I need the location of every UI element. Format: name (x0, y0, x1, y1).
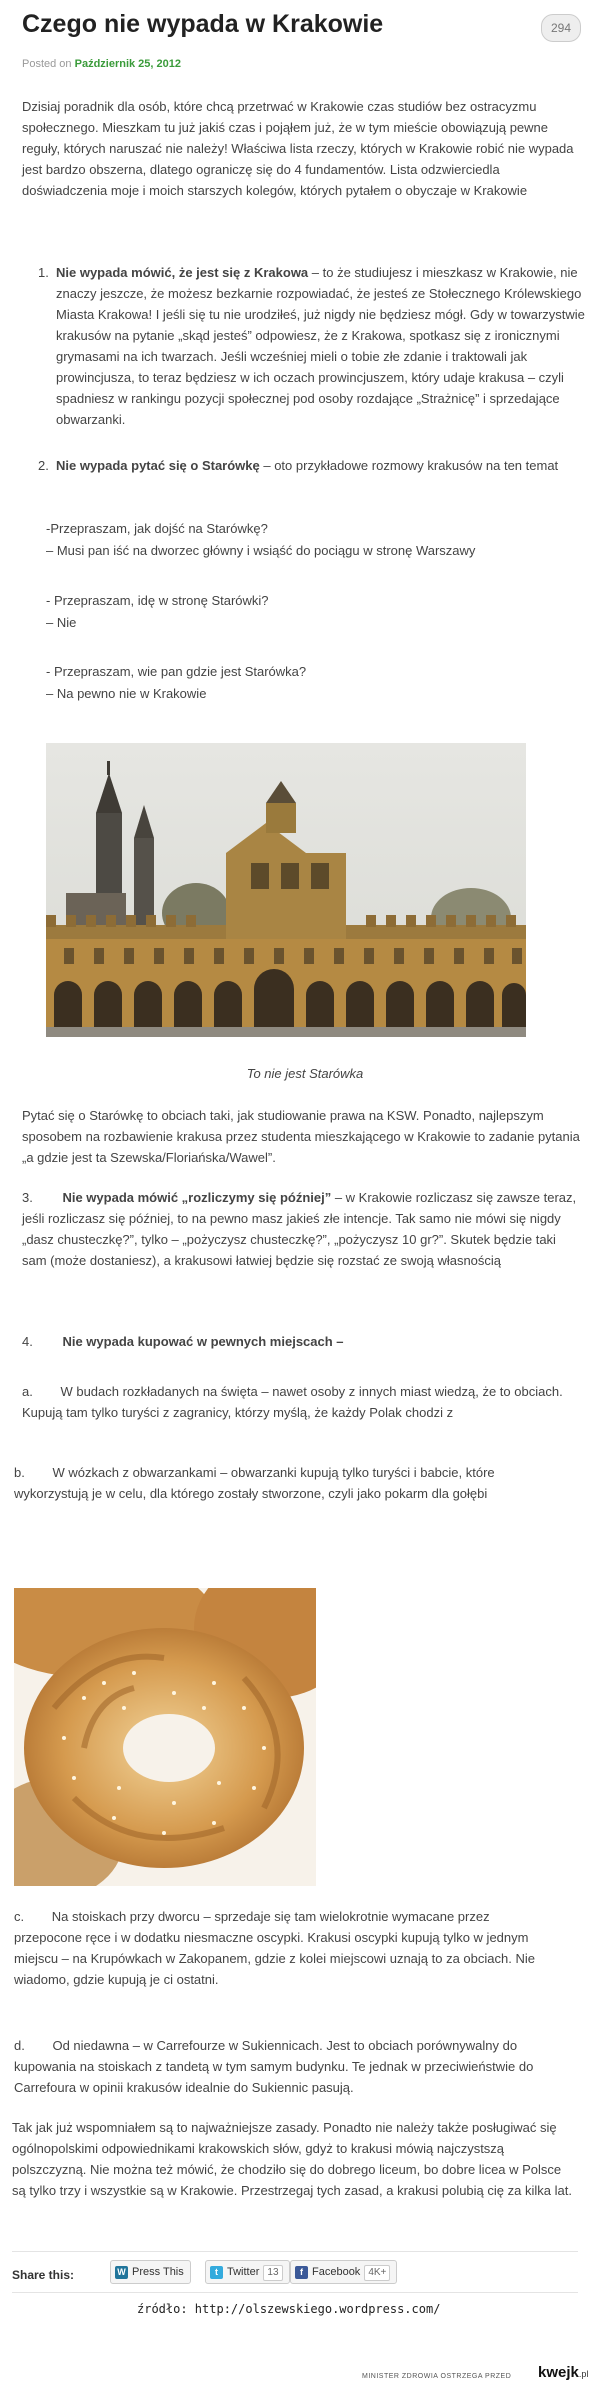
facebook-label: Facebook (312, 2266, 361, 2278)
twitter-share-button[interactable] (205, 2260, 290, 2284)
post-meta (22, 58, 181, 70)
source-link[interactable]: źródło: http://olszewskiego.wordpress.com/ (137, 2302, 441, 2316)
list-item-heading: Nie wypada kupować w pewnych miejscach – (62, 1334, 344, 1349)
dialog-line: -Przepraszam, jak dojść na Starówkę? (46, 521, 268, 536)
facebook-share-button[interactable] (290, 2260, 397, 2284)
sub-item-letter: b. (14, 1465, 25, 1480)
sub-item-letter: d. (14, 2038, 25, 2053)
image-caption: To nie jest Starówka (246, 1066, 364, 1081)
sub-item (14, 1462, 534, 1504)
list-item-text: – w Krakowie rozliczasz się zawsze teraz, jeśli rozliczasz się później, to na pewno masz jakieś złe intencje. Tak samo nie mówi się nigdy „dasz chusteczkę?”, tylko – „pożyczysz chusteczkę?”, „pożyczysz 10 gr?”. Skutek będzie taki sam (może dostaniesz), a krakusowi łatwiej będzie się rozstać ze swoją własnością (22, 1190, 577, 1268)
sub-item-text: Na stoiskach przy dworcu – sprzedaje się tam wielokrotnie wymacane przez przepocone ręce i w dodatku niesmaczne oscypki. Krakusi oscypki kupują tylko w jednym miejscu – na Krupówkach w Zakopanem, gdzie z kolei miejscowi uznają to za obciach. Nie wiadomo, gdzie kupują je ci ostatni. (14, 1909, 535, 1987)
divider (12, 2292, 578, 2293)
sub-item (22, 1381, 582, 1423)
closing-paragraph: Tak jak już wspomniałem są to najważniejsze zasady. Ponadto nie należy także posługiwać się ogólnopolskimi odpowiednikami krakowskich słów, gdyż to krakusi mówią najczystszą polszczyzną. Nie można też mówić, że chodziło się do dobrego liceum, bo dobre licea w Polsce są tylko trzy i wszystkie są w Krakowie. Przestrzegaj tych zasad, a krakusi polubią cię za kilka lat. (12, 2120, 572, 2198)
kwejk-logo-tld: .pl (578, 2369, 589, 2379)
list-number: 2. (38, 458, 49, 473)
dialog-line: – Nie (46, 615, 77, 630)
list-item-text: – oto przykładowe rozmowy krakusów na ten temat (259, 458, 559, 473)
list-item (22, 1187, 582, 1271)
sub-item-text: Od niedawna – w Carrefourze w Sukiennicach. Jest to obciach porównywalny do kupowania na stoiskach z tandetą w tym samym budynku. Te jednak w przeciwieństwie do Carrefoura w opinii krakusów idealnie do Sukiennic pasują. (14, 2038, 534, 2095)
dialog-line: – Musi pan iść na dworzec główny i wsiąść do pociągu w stronę Warszawy (46, 543, 476, 558)
twitter-label: Twitter (227, 2266, 260, 2278)
comments-count-badge[interactable]: 294 (541, 14, 581, 42)
list-item-text: – to że studiujesz i mieszkasz w Krakowie, nie znaczy jeszcze, że możesz bezkarnie rozpowiadać, że jesteś ze Stołecznego Królewskiego Miasta Krakowa! I jeśli się tu nie urodziłeś, już nigdy nie będziesz mógł. Gdy w towarzystwie krakusów na pytanie „skąd jesteś” odpowiesz, że z Krakowa, spotkasz się z ironicznymi grymasami na ich twarzach. Jeśli wcześniej mieli o tobie złe zdanie i traktowali jak prowincjusza, to teraz będziesz w ich oczach prowincjuszem, który udaje krakusa – czyli spadniesz w rankingu pozycji społecznej pod osoby rozdające „Strażnicę” i sprzedające obwarzanki. (56, 265, 585, 427)
press-this-label: Press This (132, 2266, 184, 2278)
divider (12, 2251, 578, 2252)
dialog-line: - Przepraszam, idę w stronę Starówki? (46, 593, 269, 608)
wordpress-icon: W (115, 2266, 128, 2279)
post-title[interactable]: Czego nie wypada w Krakowie (22, 10, 384, 38)
obwarzanek-illustration (14, 1588, 316, 1886)
obwarzanek-photo[interactable] (14, 1588, 316, 1886)
share-label: Share this: (12, 2268, 75, 2282)
list-item (38, 262, 586, 430)
sub-item-letter: a. (22, 1384, 33, 1399)
cloth-hall-photo[interactable] (46, 743, 526, 1037)
cloth-hall-illustration (46, 743, 526, 1037)
footer-warning: MINISTER ZDROWIA OSTRZEGA PRZED (362, 2373, 512, 2380)
paragraph: Pytać się o Starówkę to obciach taki, jak studiowanie prawa na KSW. Ponadto, najlepszym sposobem na rozbawienie krakusa przez studenta mieszkającego w Krakowie to zadanie pytania „a gdzie jest ta Szewska/Floriańska/Wawel”. (22, 1108, 580, 1165)
list-item-heading: Nie wypada mówić, że jest się z Krakowa (56, 265, 309, 280)
facebook-icon: f (295, 2266, 308, 2279)
posted-on-label: Posted on (22, 58, 72, 70)
list-item-heading: Nie wypada pytać się o Starówkę (56, 458, 260, 473)
sub-item (14, 1906, 559, 1990)
list-number: 4. (22, 1334, 33, 1349)
list-number: 3. (22, 1190, 33, 1205)
list-number: 1. (38, 265, 49, 280)
sub-item-text: W wózkach z obwarzankami – obwarzanki kupują tylko turyści i babcie, które wykorzystują je w celu, dla którego zostały stworzone, czyli jako pokarm dla gołębi (14, 1465, 495, 1501)
press-this-button[interactable] (110, 2260, 191, 2284)
sub-item-text: W budach rozkładanych na święta – nawet osoby z innych miast wiedzą, że to obciach. Kupują tam tylko turyści z zagranicy, którzy myślą, że każdy Polak chodzi z (22, 1384, 563, 1420)
intro-paragraph: Dzisiaj poradnik dla osób, które chcą przetrwać w Krakowie czas studiów bez ostracyzmu społecznego. Mieszkam tu już jakiś czas i pojąłem już, że w tym mieście obowiązują pewne reguły, których naruszać nie należy! Właściwa lista rzeczy, których w Krakowie robić nie wypada jest bardzo obszerna, dlatego ograniczę się do 4 fundamentów. Lista odzwierciedla doświadczenia moje i moich starszych kolegów, których pytałem o obyczaje w Krakowie (22, 99, 574, 198)
dialog-line: – Na pewno nie w Krakowie (46, 686, 207, 701)
dialog-line: - Przepraszam, wie pan gdzie jest Starówka? (46, 664, 307, 679)
twitter-count: 13 (263, 2265, 282, 2281)
kwejk-logo[interactable] (538, 2364, 588, 2381)
kwejk-logo-text: kwejk (538, 2364, 579, 2381)
list-item (38, 455, 586, 476)
post-date-link[interactable]: Październik 25, 2012 (74, 58, 182, 70)
sub-item-letter: c. (14, 1909, 25, 1924)
list-item-heading: Nie wypada mówić „rozliczymy się później” (62, 1190, 332, 1205)
twitter-icon: t (210, 2266, 223, 2279)
list-item (22, 1331, 582, 1352)
sub-item (14, 2035, 559, 2098)
facebook-count: 4K+ (364, 2265, 390, 2281)
